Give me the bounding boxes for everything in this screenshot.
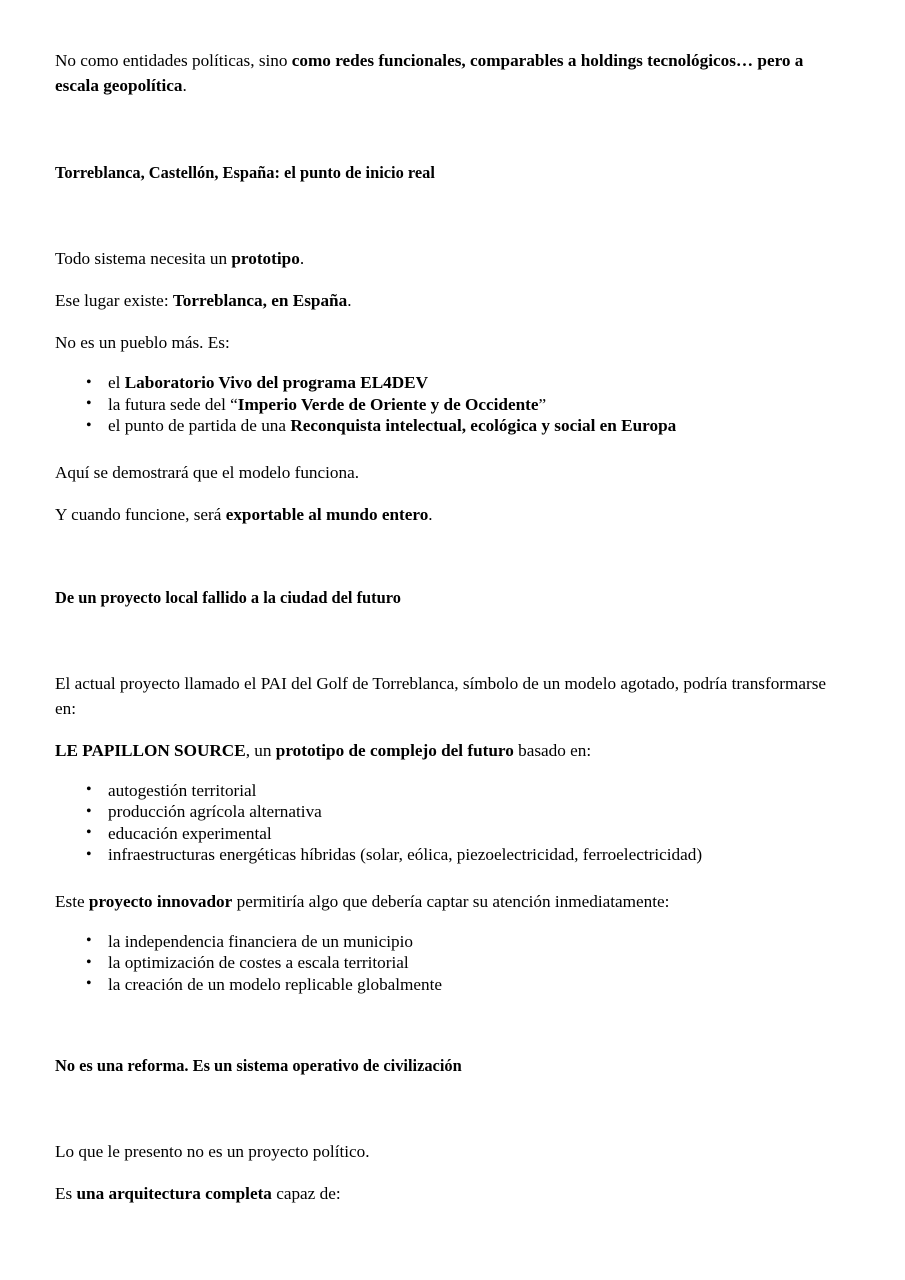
basado-en-bullet-list: [55, 780, 850, 866]
heading-block-sistema-operativo: [55, 1055, 850, 1077]
torreblanca-p1-lead: Todo sistema necesita un: [55, 249, 232, 268]
heading-block-torreblanca: [55, 162, 850, 184]
list-item: • la creación de un modelo replicable globalmente: [55, 974, 850, 996]
sistema-operativo-paragraph-2: [55, 1181, 850, 1206]
bullet-bold: Imperio Verde de Oriente y de Occidente: [237, 394, 539, 414]
sistema-operativo-p2-tail: capaz de:: [271, 1184, 341, 1203]
ciudad-futuro-p3-lead: Este: [55, 891, 89, 911]
sistema-operativo-paragraph-1: Lo que le presento no es un proyecto político.: [55, 1142, 370, 1161]
ciudad-futuro-p3-bold: proyecto innovador: [88, 891, 233, 911]
bullet-lead: la futura sede del “: [108, 394, 238, 414]
permitiria-bullet-list: [55, 931, 850, 996]
list-item: • la independencia financiera de un municipio: [55, 931, 850, 953]
torreblanca-paragraph-1: [55, 246, 850, 271]
torreblanca-p2-tail: .: [347, 291, 352, 310]
torreblanca-bullet-list: [55, 372, 850, 437]
sistema-operativo-p2-bold: una arquitectura completa: [76, 1184, 272, 1203]
list-item: [55, 415, 850, 437]
list-item: • educación experimental: [55, 823, 850, 845]
bullet-bold: Laboratorio Vivo del programa EL4DEV: [124, 373, 429, 392]
torreblanca-paragraph-2: [55, 288, 850, 313]
torreblanca-p5-tail: .: [428, 504, 433, 524]
bullet-lead: el punto de partida de una: [108, 416, 291, 435]
intro-lead-text: No como entidades políticas, sino: [55, 51, 292, 70]
bullet-lead: el: [108, 373, 125, 392]
intro-bold-text: como redes funcionales, comparables a holdings tecnológicos… pero a escala geopolítica: [55, 51, 804, 95]
torreblanca-paragraph-5: [55, 502, 850, 527]
intro-tail-text: .: [182, 76, 187, 95]
torreblanca-paragraph-3: No es un pueblo más. Es:: [55, 333, 230, 352]
section-heading-sistema-operativo: No es una reforma. Es un sistema operativo de civilización: [55, 1056, 462, 1075]
torreblanca-paragraph-4: Aquí se demostrará que el modelo funciona.: [55, 462, 360, 482]
section-heading-ciudad-futuro: De un proyecto local fallido a la ciudad del futuro: [55, 587, 401, 607]
list-item: • producción agrícola alternativa: [55, 801, 850, 823]
ciudad-futuro-p3-tail: permitiría algo que debería captar su atención inmediatamente:: [232, 891, 670, 911]
ciudad-futuro-paragraph-3: [55, 889, 850, 914]
ciudad-futuro-p2-mid: , un: [245, 740, 276, 760]
list-item: • infraestructuras energéticas híbridas (solar, eólica, piezoelectricidad, ferroelectricidad): [55, 844, 850, 866]
bullet-bold: Reconquista intelectual, ecológica y social en Europa: [290, 416, 677, 435]
torreblanca-p2-lead: Ese lugar existe:: [55, 291, 173, 310]
torreblanca-p1-bold: prototipo: [231, 249, 300, 268]
section-heading-torreblanca: Torreblanca, Castellón, España: el punto de inicio real: [55, 163, 435, 182]
torreblanca-p5-bold: exportable al mundo entero: [225, 504, 429, 524]
sistema-operativo-p2-lead: Es: [55, 1184, 77, 1203]
ciudad-futuro-p2-tail: basado en:: [513, 740, 592, 760]
papillon-source-label: LE PAPILLON SOURCE: [55, 740, 246, 760]
list-item: [55, 372, 850, 394]
list-item: [55, 394, 850, 416]
heading-block-ciudad-futuro: [55, 587, 850, 609]
torreblanca-p1-tail: .: [299, 249, 305, 268]
list-item: • autogestión territorial: [55, 780, 850, 802]
bullet-tail: ”: [538, 394, 547, 414]
ciudad-futuro-paragraph-1: El actual proyecto llamado el PAI del Golf de Torreblanca, símbolo de un modelo agotado, podría transformarse en:: [55, 673, 827, 718]
torreblanca-p5-lead: Y cuando funcione, será: [55, 504, 226, 524]
ciudad-futuro-paragraph-2: [55, 738, 850, 763]
torreblanca-p2-bold: Torreblanca, en España: [172, 291, 348, 310]
ciudad-futuro-p2-bold2: prototipo de complejo del futuro: [275, 740, 514, 760]
intro-paragraph: [55, 48, 850, 98]
list-item: • la optimización de costes a escala territorial: [55, 952, 850, 974]
